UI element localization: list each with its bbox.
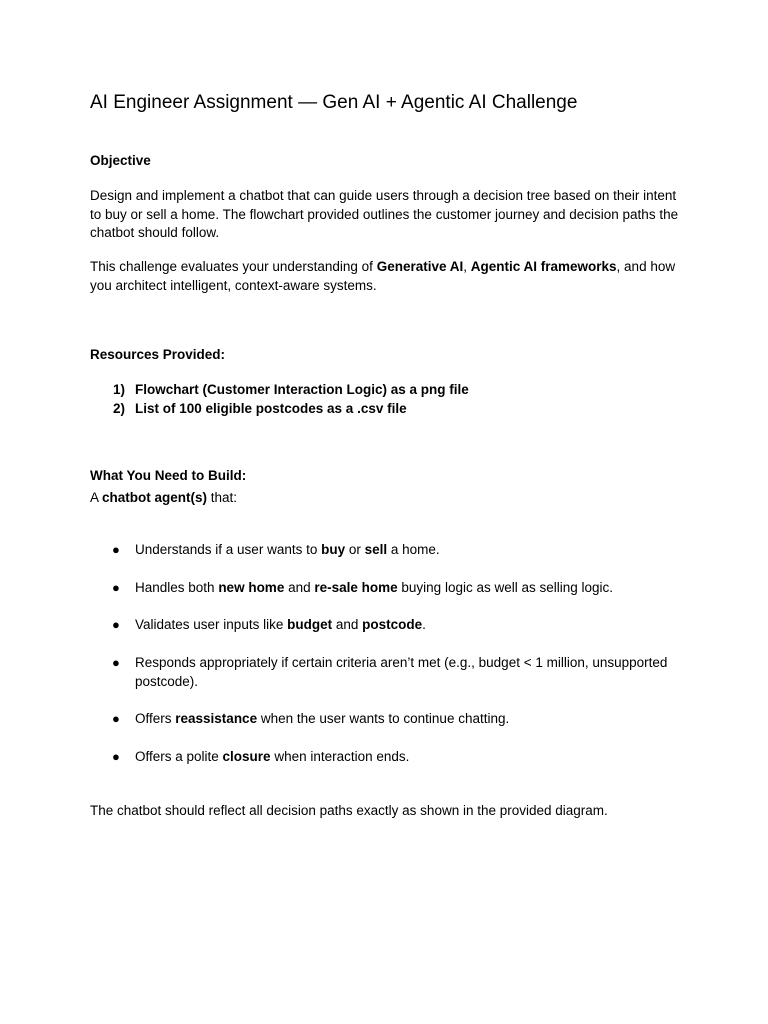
objective-heading: Objective (90, 153, 151, 168)
requirement-item (90, 615, 680, 634)
requirement-text: and (284, 579, 315, 595)
requirement-text: Understands if a user wants to (135, 542, 322, 557)
requirements-list (90, 540, 680, 784)
bullet-icon: ● (112, 654, 120, 670)
evaluation-text-post: , and how you architect intelligent, context-aware systems. (90, 259, 676, 293)
requirement-bold: new home (218, 579, 285, 595)
requirement-text: Offers (135, 711, 176, 726)
resource-text: Flowchart (Customer Interaction Logic) as a png file (135, 382, 469, 397)
requirement-bold: postcode (362, 617, 423, 632)
bullet-icon: ● (112, 748, 120, 764)
evaluation-bold-genai: Generative AI (376, 259, 464, 274)
requirement-text: buying logic as well as selling logic. (397, 579, 614, 595)
requirement-text: Offers a polite (135, 748, 223, 764)
evaluation-text-pre: This challenge evaluates your understanding of (90, 259, 377, 274)
requirement-item (90, 709, 680, 728)
requirement-text: Handles both (135, 579, 219, 595)
evaluation-bold-agentic: Agentic AI frameworks (470, 259, 617, 274)
requirement-bold: budget (287, 617, 333, 632)
bullet-icon: ● (112, 711, 120, 726)
requirement-item (90, 747, 680, 766)
build-intro (90, 489, 680, 508)
requirement-item (90, 653, 680, 691)
build-intro-bold: chatbot agent(s) (102, 490, 208, 505)
resource-text: List of 100 eligible postcodes as a .csv file (135, 401, 407, 416)
resources-list (90, 380, 469, 418)
requirement-text: . (422, 617, 426, 632)
requirement-bold: re-sale home (314, 579, 398, 595)
requirement-text: when the user wants to continue chatting. (257, 711, 510, 726)
requirement-item (90, 578, 680, 597)
bullet-icon: ● (112, 579, 120, 595)
build-intro-pre: A (90, 490, 103, 505)
evaluation-paragraph (90, 258, 680, 295)
requirement-bold: reassistance (175, 711, 258, 726)
document-title: AI Engineer Assignment — Gen AI + Agentic AI Challenge (90, 92, 578, 113)
requirement-item (90, 540, 680, 559)
resource-number: 1) (113, 382, 126, 397)
bullet-icon: ● (112, 617, 120, 632)
requirement-bold: closure (222, 748, 271, 764)
objective-paragraph: Design and implement a chatbot that can guide users through a decision tree based on their intent to buy or sell a home. The flowchart provided outlines the customer journey and decision paths the chatbot should follow. (90, 188, 679, 240)
resources-heading: Resources Provided: (90, 347, 226, 362)
closing-paragraph: The chatbot should reflect all decision paths exactly as shown in the provided diagram. (90, 803, 608, 818)
requirement-text: Responds appropriately if certain criteria aren’t met (e.g., budget < 1 million, unsupported postcode). (135, 654, 668, 689)
evaluation-text-mid: , (463, 259, 471, 274)
requirement-bold: buy (321, 542, 346, 557)
build-intro-post: that: (207, 490, 238, 505)
resource-item (90, 380, 469, 399)
requirement-text: Validates user inputs like (135, 617, 288, 632)
requirement-text: when interaction ends. (270, 748, 410, 764)
requirement-bold: sell (364, 542, 388, 557)
requirement-text: a home. (387, 542, 440, 557)
requirement-text: or (345, 542, 365, 557)
bullet-icon: ● (112, 542, 120, 557)
resource-item (90, 399, 469, 418)
requirement-text: and (332, 617, 363, 632)
build-heading: What You Need to Build: (90, 468, 247, 483)
resource-number: 2) (113, 401, 126, 416)
